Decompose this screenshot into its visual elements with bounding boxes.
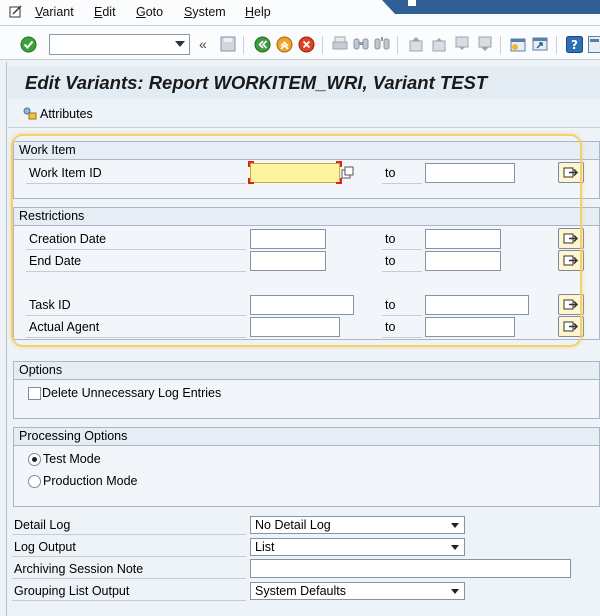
restrictions-group-title: Restrictions	[14, 208, 599, 226]
page-title: Edit Variants: Report WORKITEM_WRI, Variant TEST	[25, 72, 488, 93]
search-help-icon[interactable]	[341, 166, 355, 180]
help-icon[interactable]	[565, 35, 583, 53]
toolbar-separator	[243, 36, 244, 54]
field-underline	[26, 315, 246, 316]
creation-date-label: Creation Date	[29, 232, 107, 246]
to-label: to	[385, 320, 396, 334]
arrow-right-icon	[563, 255, 579, 267]
multiple-selection-button[interactable]	[558, 162, 584, 183]
field-underline	[382, 315, 422, 316]
shortcut-icon[interactable]	[531, 35, 549, 53]
back-icon[interactable]	[253, 35, 271, 53]
detail-log-select[interactable]	[250, 516, 465, 534]
log-output-select[interactable]	[250, 538, 465, 556]
to-label: to	[385, 298, 396, 312]
find-next-icon[interactable]	[373, 35, 391, 53]
to-label: to	[385, 254, 396, 268]
arrow-right-icon	[563, 321, 579, 333]
toolbar-separator	[322, 36, 323, 54]
divider	[8, 127, 600, 128]
end-date-to-input[interactable]	[425, 251, 501, 271]
toolbar-separator	[500, 36, 501, 54]
field-underline	[12, 600, 246, 601]
collapse-icon[interactable]: «	[199, 36, 207, 52]
production-mode-label: Production Mode	[43, 474, 138, 488]
field-underline	[26, 183, 246, 184]
command-field[interactable]	[49, 34, 190, 55]
to-label: to	[385, 166, 396, 180]
field-underline	[12, 534, 246, 535]
print-icon[interactable]	[331, 35, 349, 53]
required-marker	[248, 161, 254, 167]
previous-page-icon[interactable]	[430, 35, 448, 53]
field-underline	[26, 249, 246, 250]
to-label: to	[385, 232, 396, 246]
grouping-list-output-select[interactable]	[250, 582, 465, 600]
toolbar-separator	[397, 36, 398, 54]
test-mode-label: Test Mode	[43, 452, 101, 466]
options-group-title: Options	[14, 362, 599, 380]
end-date-label: End Date	[29, 254, 82, 268]
chevron-down-icon[interactable]	[451, 589, 459, 594]
arrow-right-icon	[563, 233, 579, 245]
field-underline	[382, 271, 422, 272]
actual-agent-from-input[interactable]	[250, 317, 340, 337]
svg-text:?: ?	[570, 37, 578, 52]
content-border	[6, 62, 7, 616]
grouping-list-output-label: Grouping List Output	[14, 584, 130, 598]
menu-edit[interactable]: Edit	[94, 5, 116, 19]
detail-log-label: Detail Log	[14, 518, 71, 532]
menu-variant[interactable]: Variant	[35, 5, 74, 19]
attributes-button[interactable]: Attributes	[40, 107, 93, 121]
attributes-icon[interactable]	[23, 106, 37, 120]
work-item-id-from-input[interactable]	[250, 163, 340, 183]
field-underline	[382, 249, 422, 250]
menu-goto[interactable]: Goto	[136, 5, 164, 19]
create-session-icon[interactable]	[509, 35, 527, 53]
actual-agent-to-input[interactable]	[425, 317, 515, 337]
toolbar-separator	[556, 36, 557, 54]
processing-options-group	[13, 427, 600, 507]
chevron-down-icon[interactable]	[451, 545, 459, 550]
multiple-selection-button[interactable]	[558, 294, 584, 315]
delete-log-checkbox[interactable]	[28, 387, 41, 400]
creation-date-from-input[interactable]	[250, 229, 326, 249]
chevron-down-icon[interactable]	[175, 41, 185, 47]
multiple-selection-button[interactable]	[558, 316, 584, 337]
save-icon[interactable]	[219, 35, 237, 53]
task-id-from-input[interactable]	[250, 295, 354, 315]
multiple-selection-button[interactable]	[558, 250, 584, 271]
multiple-selection-button[interactable]	[558, 228, 584, 249]
menu-toggle-icon[interactable]	[9, 5, 23, 19]
first-page-icon[interactable]	[407, 35, 425, 53]
work-item-id-to-input[interactable]	[425, 163, 515, 183]
enter-check-icon[interactable]	[19, 35, 37, 53]
grouping-list-output-value: System Defaults	[255, 584, 347, 598]
work-item-id-label: Work Item ID	[29, 166, 102, 180]
layout-menu-icon[interactable]	[586, 35, 600, 53]
exit-icon[interactable]	[275, 35, 293, 53]
field-underline	[382, 337, 422, 338]
arrow-right-icon	[563, 299, 579, 311]
field-underline	[12, 556, 246, 557]
menu-system[interactable]: System	[184, 5, 226, 19]
next-page-icon[interactable]	[453, 35, 471, 53]
processing-options-group-title: Processing Options	[14, 428, 599, 446]
field-underline	[12, 578, 246, 579]
task-id-to-input[interactable]	[425, 295, 529, 315]
menu-help[interactable]: Help	[245, 5, 271, 19]
last-page-icon[interactable]	[476, 35, 494, 53]
arrow-right-icon	[563, 167, 579, 179]
archiving-session-note-label: Archiving Session Note	[14, 562, 144, 576]
title-tab-grip-icon	[408, 0, 416, 6]
archiving-session-note-input[interactable]	[250, 559, 571, 578]
field-underline	[26, 271, 246, 272]
delete-log-label: Delete Unnecessary Log Entries	[42, 386, 222, 400]
end-date-from-input[interactable]	[250, 251, 326, 271]
detail-log-value: No Detail Log	[255, 518, 331, 532]
find-icon[interactable]	[352, 35, 370, 53]
cancel-icon[interactable]	[297, 35, 315, 53]
production-mode-radio[interactable]	[28, 475, 41, 488]
work-item-group-title: Work Item	[14, 142, 599, 160]
creation-date-to-input[interactable]	[425, 229, 501, 249]
log-output-label: Log Output	[14, 540, 76, 554]
actual-agent-label: Actual Agent	[29, 320, 100, 334]
chevron-down-icon[interactable]	[451, 523, 459, 528]
required-marker	[248, 178, 254, 184]
task-id-label: Task ID	[29, 298, 71, 312]
test-mode-radio[interactable]	[28, 453, 41, 466]
field-underline	[26, 337, 246, 338]
field-underline	[382, 183, 422, 184]
log-output-value: List	[255, 540, 275, 554]
